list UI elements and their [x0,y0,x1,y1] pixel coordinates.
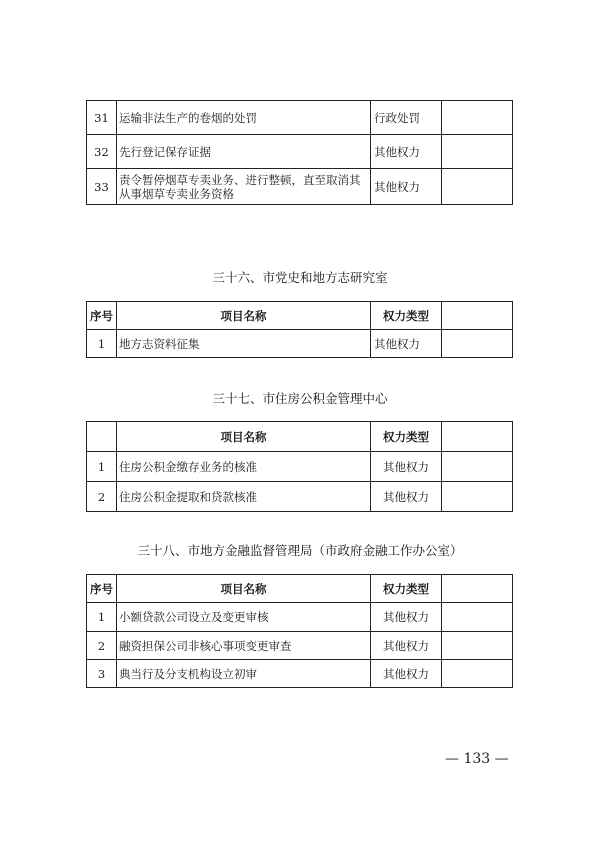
section-title-38: 三十八、市地方金融监督管理局（市政府金融工作办公室） [137,543,463,558]
row-number: 32 [87,135,117,169]
item-name: 小额贷款公司设立及变更审核 [117,603,371,632]
section-title-37: 三十七、市住房公积金管理中心 [212,391,388,406]
table-row [87,603,513,632]
power-type: 其他权力 [371,482,442,512]
row-number: 33 [87,169,117,205]
row-number: 1 [87,330,117,358]
table-continued [86,100,513,205]
page-number: — 133 — [445,751,509,767]
empty-cell [442,135,513,169]
section-title-36: 三十六、市党史和地方志研究室 [212,270,388,285]
column-header-name: 项目名称 [117,302,371,330]
power-type: 其他权力 [371,452,442,482]
row-number: 1 [87,603,117,632]
column-header-name: 项目名称 [117,575,371,603]
column-header-no: 序号 [87,575,117,603]
table-section-38 [86,574,513,688]
item-name: 住房公积金提取和贷款核准 [117,482,371,512]
table-row [87,169,513,205]
table-header-row [87,575,513,603]
power-type: 其他权力 [371,660,442,688]
empty-cell [442,575,513,603]
table-row [87,452,513,482]
item-name: 地方志资料征集 [117,330,371,358]
item-name: 典当行及分支机构设立初审 [117,660,371,688]
row-number: 3 [87,660,117,688]
row-number: 2 [87,482,117,512]
power-type: 行政处罚 [371,101,442,135]
item-name: 先行登记保存证据 [117,135,371,169]
power-type: 其他权力 [371,169,442,205]
table-header-row [87,302,513,330]
table-row [87,632,513,660]
item-name: 住房公积金缴存业务的核准 [117,452,371,482]
power-type: 其他权力 [371,603,442,632]
item-name: 责令暂停烟草专卖业务、进行整顿，直至取消其从事烟草专卖业务资格 [117,169,371,205]
item-name: 运输非法生产的卷烟的处罚 [117,101,371,135]
power-type: 其他权力 [371,330,442,358]
empty-cell [442,482,513,512]
empty-cell [442,169,513,205]
empty-cell [442,330,513,358]
table-row [87,660,513,688]
table-section-36 [86,301,513,358]
table-row [87,482,513,512]
column-header-name: 项目名称 [117,422,371,452]
table-header-row [87,422,513,452]
item-name: 融资担保公司非核心事项变更审查 [117,632,371,660]
table-row [87,330,513,358]
column-header-type: 权力类型 [371,302,442,330]
column-header-type: 权力类型 [371,422,442,452]
table-row [87,101,513,135]
table-section-37 [86,421,513,512]
empty-cell [442,101,513,135]
column-header-no [87,422,117,452]
row-number: 1 [87,452,117,482]
power-type: 其他权力 [371,632,442,660]
empty-cell [442,603,513,632]
power-type: 其他权力 [371,135,442,169]
column-header-type: 权力类型 [371,575,442,603]
row-number: 31 [87,101,117,135]
empty-cell [442,422,513,452]
empty-cell [442,660,513,688]
column-header-no: 序号 [87,302,117,330]
row-number: 2 [87,632,117,660]
table-row [87,135,513,169]
empty-cell [442,302,513,330]
empty-cell [442,632,513,660]
empty-cell [442,452,513,482]
